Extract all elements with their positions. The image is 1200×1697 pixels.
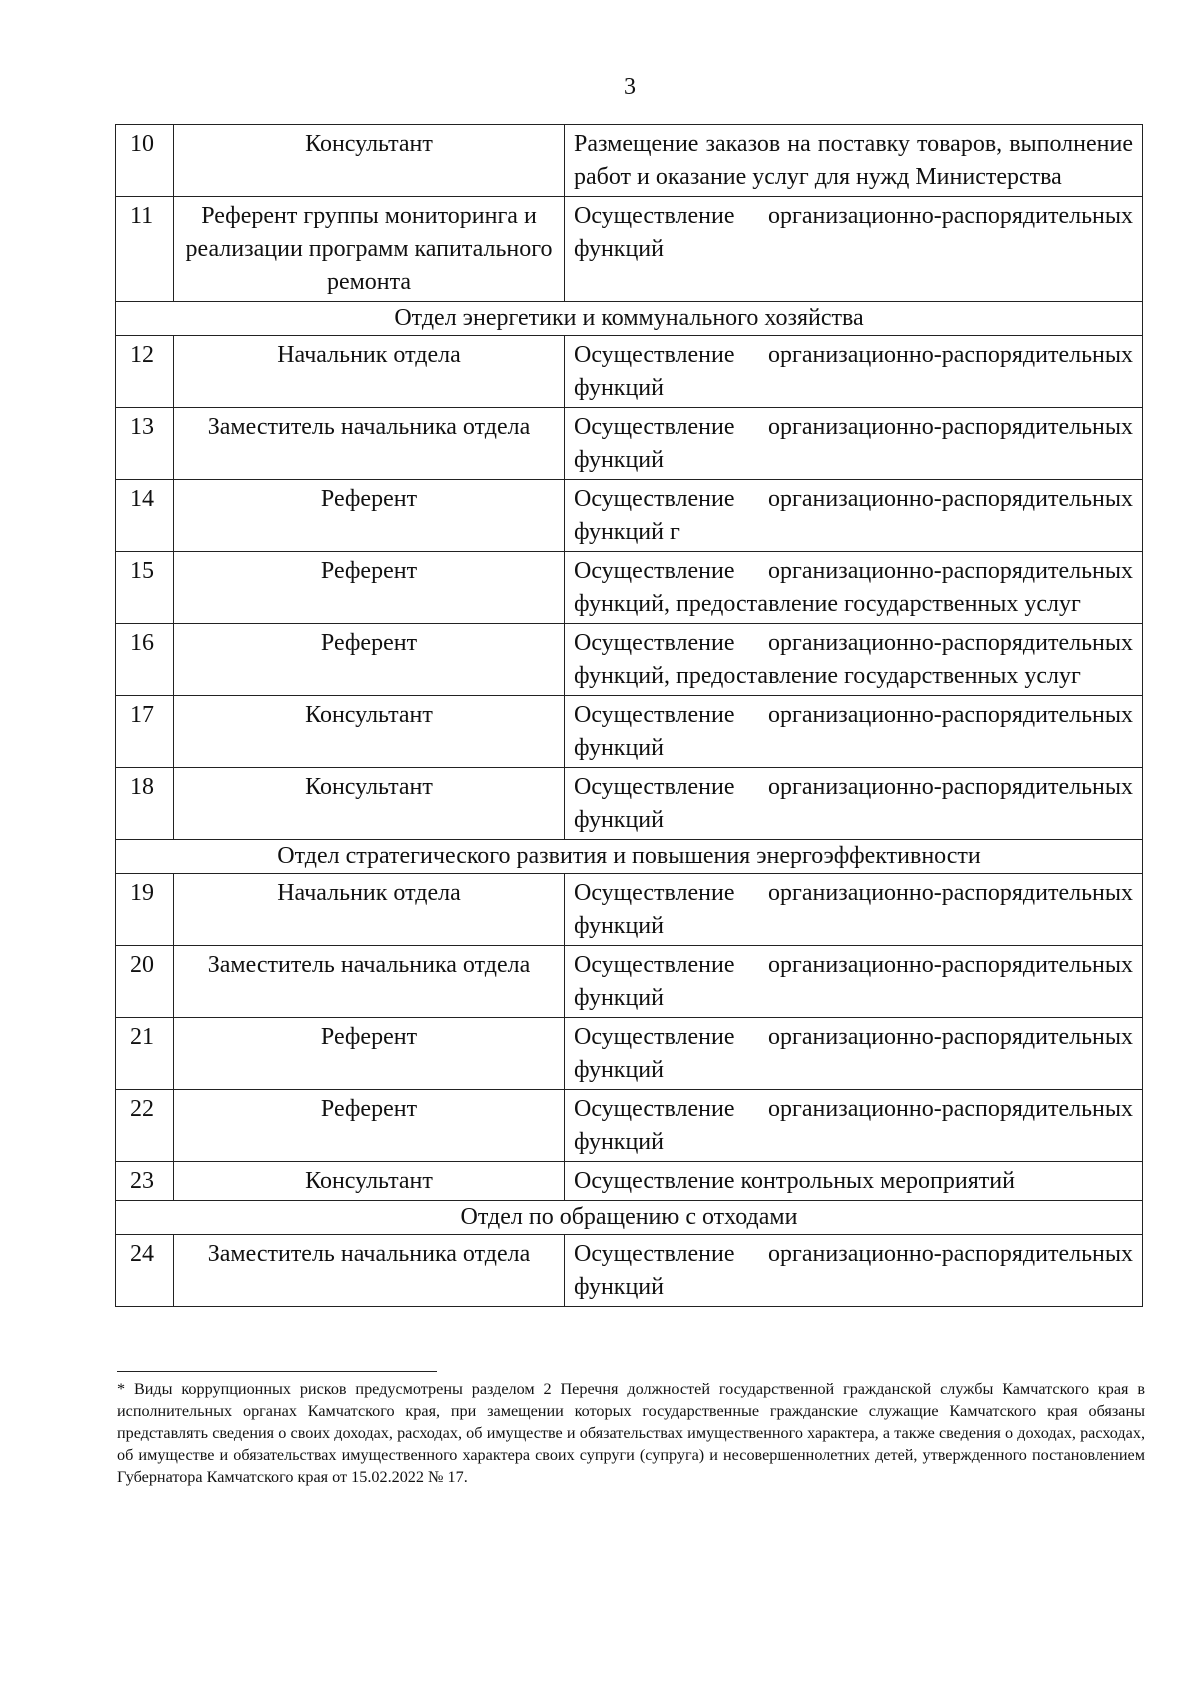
functions-text: Осуществление организационно-распорядительных функций [565, 874, 1143, 946]
position-title: Консультант [174, 1162, 565, 1201]
functions-text: Осуществление организационно-распорядительных функций [565, 1018, 1143, 1090]
positions-table [115, 124, 1143, 1307]
row-number: 21 [116, 1018, 174, 1090]
position-title: Консультант [174, 125, 565, 197]
functions-text: Осуществление организационно-распорядительных функций [565, 696, 1143, 768]
functions-text: Осуществление организационно-распорядительных функций [565, 946, 1143, 1018]
row-number: 10 [116, 125, 174, 197]
functions-text: Размещение заказов на поставку товаров, выполнение работ и оказание услуг для нужд Министерства [565, 125, 1143, 197]
table-row [116, 1162, 1143, 1201]
row-number: 22 [116, 1090, 174, 1162]
row-number: 24 [116, 1235, 174, 1307]
row-number: 13 [116, 408, 174, 480]
functions-text: Осуществление организационно-распорядительных функций [565, 1235, 1143, 1307]
position-title: Референт [174, 1090, 565, 1162]
table-row [116, 874, 1143, 946]
row-number: 16 [116, 624, 174, 696]
position-title: Начальник отдела [174, 874, 565, 946]
row-number: 20 [116, 946, 174, 1018]
table-row [116, 768, 1143, 840]
functions-text: Осуществление организационно-распорядительных функций [565, 408, 1143, 480]
section-row [116, 1201, 1143, 1235]
position-title: Референт [174, 480, 565, 552]
table-row [116, 946, 1143, 1018]
row-number: 18 [116, 768, 174, 840]
row-number: 17 [116, 696, 174, 768]
table-row [116, 1018, 1143, 1090]
functions-text: Осуществление организационно-распорядительных функций г [565, 480, 1143, 552]
footnote: * Виды коррупционных рисков предусмотрены разделом 2 Перечня должностей государственной гражданской службы Камчатского края в исполнительных органах Камчатского края, при замещении которых государственные гражданские служащие Камчатского края обязаны представлять сведения о своих доходах, расходах, об имуществе и обязательствах имущественного характера, а также сведения о доходах, расходах, об имуществе и обязательствах имущественного характера своих супруги (супруга) и несовершеннолетних детей, утвержденного постановлением Губернатора Камчатского края от 15.02.2022 № 17. [117, 1380, 1145, 1486]
table-row [116, 624, 1143, 696]
functions-text: Осуществление организационно-распорядительных функций [565, 1090, 1143, 1162]
position-title: Референт [174, 1018, 565, 1090]
position-title: Референт [174, 624, 565, 696]
functions-text: Осуществление контрольных мероприятий [565, 1162, 1143, 1201]
table-row [116, 696, 1143, 768]
functions-text: Осуществление организационно-распорядительных функций, предоставление государственных услуг [565, 552, 1143, 624]
functions-text: Осуществление организационно-распорядительных функций [565, 197, 1143, 302]
table-row [116, 408, 1143, 480]
position-title: Консультант [174, 696, 565, 768]
position-title: Референт группы мониторинга и реализации программ капитального ремонта [174, 197, 565, 302]
position-title: Заместитель начальника отдела [174, 408, 565, 480]
position-title: Референт [174, 552, 565, 624]
table-row [116, 552, 1143, 624]
table-row [116, 125, 1143, 197]
row-number: 12 [116, 336, 174, 408]
section-row [116, 302, 1143, 336]
positions-table-body [116, 125, 1143, 1307]
position-title: Заместитель начальника отдела [174, 1235, 565, 1307]
row-number: 14 [116, 480, 174, 552]
table-row [116, 1090, 1143, 1162]
position-title: Консультант [174, 768, 565, 840]
row-number: 19 [116, 874, 174, 946]
page-number: 3 [624, 74, 636, 100]
table-row [116, 336, 1143, 408]
table-row [116, 197, 1143, 302]
position-title: Начальник отдела [174, 336, 565, 408]
row-number: 11 [116, 197, 174, 302]
functions-text: Осуществление организационно-распорядительных функций [565, 336, 1143, 408]
row-number: 23 [116, 1162, 174, 1201]
section-title: Отдел по обращению с отходами [116, 1201, 1143, 1235]
section-row [116, 840, 1143, 874]
functions-text: Осуществление организационно-распорядительных функций [565, 768, 1143, 840]
section-title: Отдел энергетики и коммунального хозяйства [116, 302, 1143, 336]
section-title: Отдел стратегического развития и повышения энергоэффективности [116, 840, 1143, 874]
position-title: Заместитель начальника отдела [174, 946, 565, 1018]
functions-text: Осуществление организационно-распорядительных функций, предоставление государственных услуг [565, 624, 1143, 696]
table-row [116, 480, 1143, 552]
footnote-divider [117, 1371, 437, 1372]
row-number: 15 [116, 552, 174, 624]
table-row [116, 1235, 1143, 1307]
